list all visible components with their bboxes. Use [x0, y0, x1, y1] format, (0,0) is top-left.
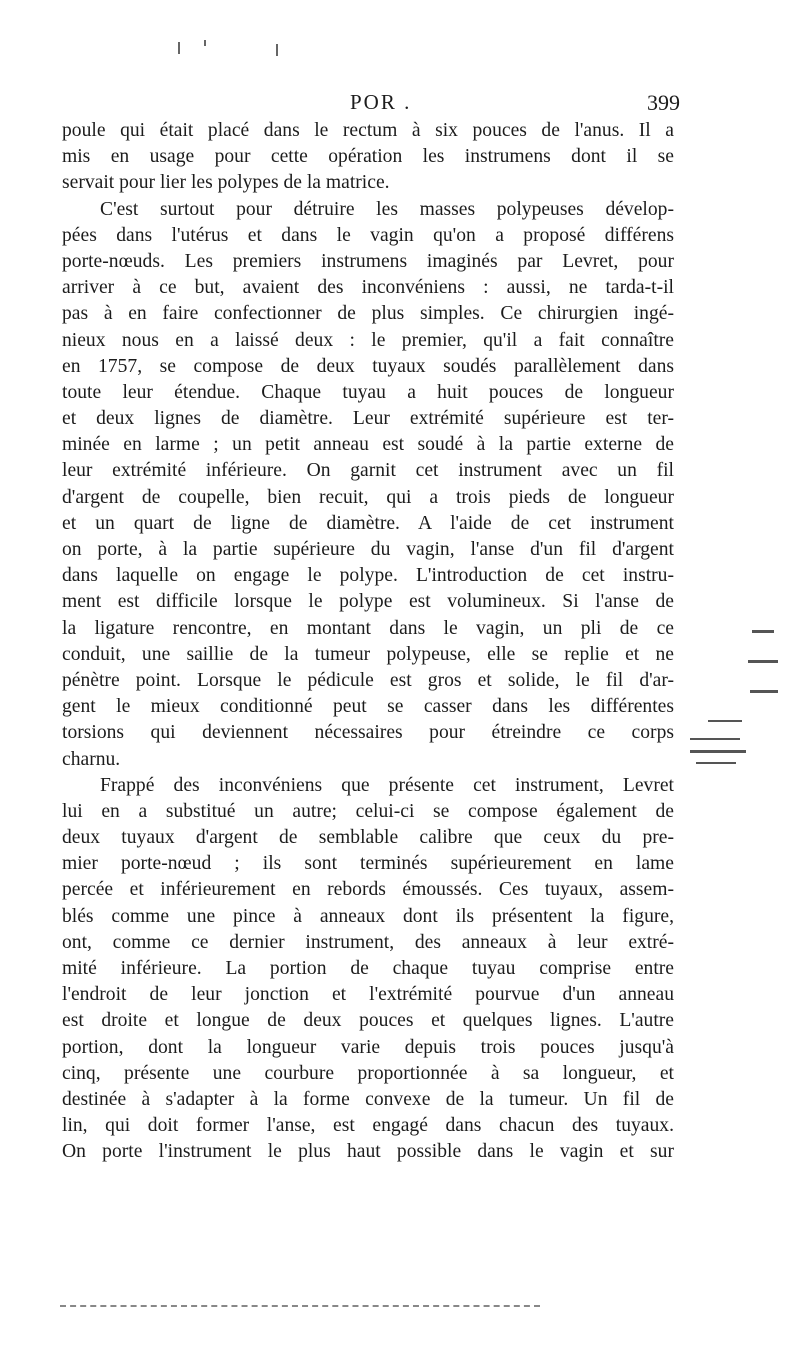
text-line: pénètre point. Lorsque le pédicule est gros et solide, le fil d'ar- — [62, 669, 674, 691]
text-line: Frappé des inconvéniens que présente cet instrument, Levret — [100, 774, 674, 796]
text-line: charnu. — [62, 748, 121, 770]
paragraph — [62, 773, 674, 1166]
bleed-mark — [708, 720, 742, 722]
bleed-mark — [752, 630, 774, 633]
bleed-mark — [690, 750, 746, 753]
text-line: mis en usage pour cette opération les instrumens dont il se — [62, 146, 674, 168]
text-line: la ligature rencontre, en montant dans le vagin, un pli de ce — [62, 617, 674, 639]
page-number: 399 — [647, 90, 680, 115]
text-line: mier porte-nœud ; ils sont terminés supérieurement en lame — [62, 853, 674, 875]
bleed-mark — [750, 690, 778, 693]
text-line: et un quart de ligne de diamètre. A l'aide de cet instrument — [62, 512, 674, 534]
text-line: leur extrémité inférieure. On garnit cet instrument avec un fil — [62, 460, 674, 482]
text-line: toute leur étendue. Chaque tuyau a huit pouces de longueur — [62, 381, 674, 403]
text-line: minée en larme ; un petit anneau est soudé à la partie externe de — [62, 434, 674, 456]
text-line: poule qui était placé dans le rectum à six pouces de l'anus. Il a — [62, 120, 674, 141]
text-line: lui en a substitué un autre; celui-ci se compose également de — [62, 800, 674, 822]
text-line: portion, dont la longueur varie depuis trois pouces jusqu'à — [62, 1036, 674, 1058]
bleed-mark — [696, 762, 736, 764]
text-line: l'endroit de leur jonction et l'extrémité pourvue d'un anneau — [62, 984, 674, 1006]
text-line: cinq, présente une courbure proportionnée à sa longueur, et — [62, 1062, 674, 1084]
text-line: nieux nous en a laissé deux : le premier, qu'il a fait connaître — [62, 329, 674, 351]
text-line: C'est surtout pour détruire les masses polypeuses dévelop- — [100, 198, 674, 220]
text-line: blés comme une pince à anneaux dont ils présentent la figure, — [62, 905, 674, 927]
text-line: destinée à s'adapter à la forme convexe de la tumeur. Un fil de — [62, 1088, 674, 1110]
scan-tick — [204, 40, 206, 46]
text-line: percée et inférieurement en rebords émoussés. Ces tuyaux, assem- — [62, 879, 674, 901]
text-line: arriver à ce but, avaient des inconvéniens : aussi, ne tarda-t-il — [62, 277, 674, 299]
bleed-mark — [748, 660, 778, 663]
text-line: dans laquelle on engage le polype. L'introduction de cet instru- — [62, 565, 674, 587]
bleed-through-marks — [690, 620, 800, 790]
text-line: On porte l'instrument le plus haut possible dans le vagin et sur — [62, 1141, 674, 1163]
text-line: on porte, à la partie supérieure du vagin, l'anse d'un fil d'argent — [62, 539, 674, 560]
text-line: deux tuyaux d'argent de semblable calibre que ceux du pre- — [62, 827, 674, 849]
text-line: ont, comme ce dernier instrument, des anneaux à leur extré- — [62, 931, 674, 953]
text-line: d'argent de coupelle, bien recuit, qui a trois pieds de longueur — [62, 486, 674, 508]
text-line: torsions qui deviennent nécessaires pour étreindre ce corps — [62, 722, 674, 744]
text-line: gent le mieux conditionné peut se casser dans les différentes — [62, 696, 674, 718]
text-line: porte-nœuds. Les premiers instrumens imaginés par Levret, pour — [62, 250, 674, 272]
text-line: en 1757, se compose de deux tuyaux soudés parallèlement dans — [62, 355, 674, 377]
text-line: mité inférieure. La portion de chaque tuyau comprise entre — [62, 958, 674, 979]
text-line: conduit, une saillie de la tumeur polypeuse, elle se replie et ne — [62, 643, 674, 665]
text-line: ment est difficile lorsque le polype est volumineux. Si l'anse de — [62, 591, 674, 613]
running-head: POR . — [350, 90, 412, 114]
text-line: est droite et longue de deux pouces et quelques lignes. L'autre — [62, 1010, 674, 1032]
body-text — [62, 118, 674, 1166]
scan-tick — [276, 44, 278, 56]
scan-artifacts-bottom — [60, 1305, 540, 1313]
text-line: pas à en faire confectionner de plus simples. Ce chirurgien ingé- — [62, 303, 674, 325]
scan-artifacts-top — [0, 40, 800, 60]
paragraph — [62, 118, 674, 197]
text-line: servait pour lier les polypes de la matrice. — [62, 172, 390, 194]
text-line: lin, qui doit former l'anse, est engagé dans chacun des tuyaux. — [62, 1115, 674, 1137]
bleed-mark — [690, 738, 740, 740]
scan-tick — [178, 42, 180, 54]
paragraph — [62, 197, 674, 773]
text-line: et deux lignes de diamètre. Leur extrémité supérieure est ter- — [62, 408, 674, 430]
text-line: pées dans l'utérus et dans le vagin qu'on a proposé différens — [62, 224, 674, 246]
